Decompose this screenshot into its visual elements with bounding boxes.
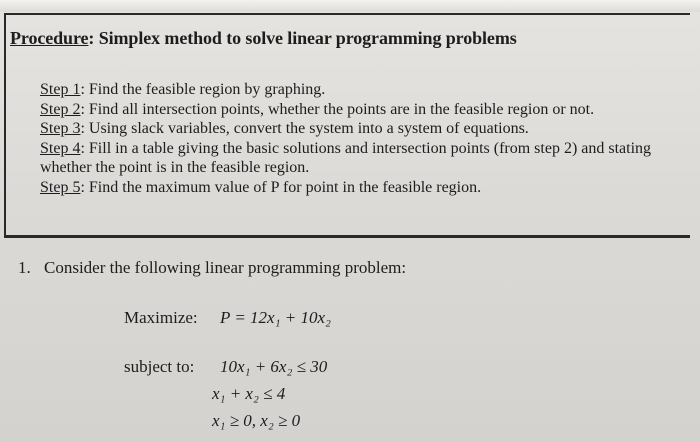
step-label: Step 2	[40, 100, 81, 118]
step-label: Step 1	[40, 81, 81, 98]
step-item	[40, 119, 690, 139]
constraint-3: x₁ ≥ 0, x₂ ≥ 0	[212, 411, 301, 430]
procedure-label: Procedure	[10, 28, 89, 48]
problem-number: 1.	[18, 258, 31, 277]
constraint-1: 10x₁ + 6x₂ ≤ 30	[220, 357, 328, 376]
step-item	[40, 178, 690, 198]
page-top-edge	[0, 0, 700, 12]
step-item	[40, 80, 690, 100]
objective-function: P = 12x₁ + 10x₂	[220, 308, 331, 327]
step-text: : Find the maximum value of P for point in the feasible region.	[80, 178, 482, 196]
procedure-title-text: : Simplex method to solve linear programming problems	[88, 28, 517, 48]
subject-to-label: subject to:	[124, 357, 195, 376]
procedure-steps	[40, 80, 690, 197]
step-label: Step 3	[40, 120, 81, 137]
step-text: : Fill in a table giving the basic solutions and intersection points (from step 2) and stating whether the point is in the feasible region.	[40, 139, 652, 176]
step-label: Step 5	[40, 178, 81, 196]
constraint-row	[124, 357, 327, 377]
constraint-2: x₁ + x₂ ≤ 4	[212, 384, 286, 403]
problem-statement	[18, 258, 406, 278]
step-item	[40, 100, 690, 120]
objective-row	[124, 308, 331, 328]
step-text: : Find the feasible region by graphing.	[80, 81, 326, 98]
maximize-label: Maximize:	[124, 308, 198, 327]
step-item	[40, 139, 690, 178]
procedure-title	[10, 28, 517, 49]
problem-text: Consider the following linear programming problem:	[44, 258, 407, 277]
step-text: : Find all intersection points, whether the points are in the feasible region or not.	[80, 100, 595, 118]
step-label: Step 4	[40, 139, 81, 157]
step-text: : Using slack variables, convert the system into a system of equations.	[80, 120, 529, 137]
